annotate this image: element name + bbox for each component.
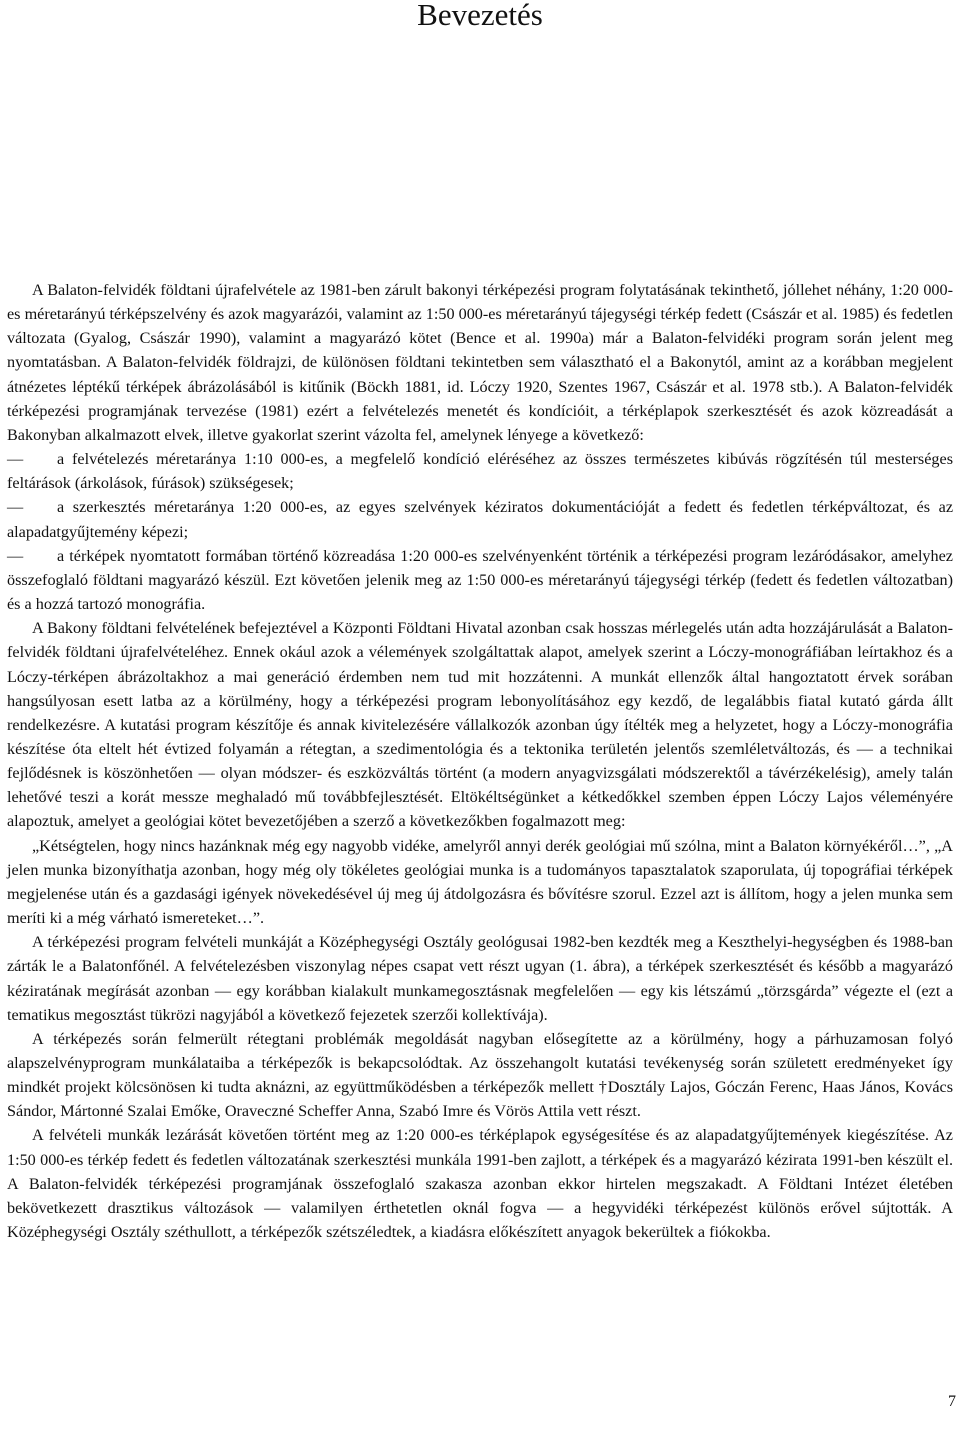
paragraph: A Balaton-felvidék földtani újrafelvétele az 1981-ben zárult bakonyi térképezési program folytatásának tekinthető, jóllehet néhány, 1:20 000-es méretarányú térképszelvény és azok magyarázói, valamint az 1:50 000-es méretarányú tájegységi térkép fedett (Császár et al. 1985) és fedetlen változata (Gyalog, Császár 1990), valamint a magyarázó kötet (Bence et al. 1990a) már a Balaton-felvidéki program során jelent meg nyomtatásban. A Balaton-felvidék földrajzi, de különösen földtani tekintetben sem választható el a Bakonytól, amint az a korábban megjelent átnézetes léptékű térképek ábrázolásából is kitűnik (Böckh 1881, id. Lóczy 1920, Szentes 1967, Császár et al. 1978 stb.). A Balaton-felvidék térképezési programjának tervezése (1981) ezért a felvételezés menetét és kondícióit, a térképlapok szerkesztését és azok közreadását a Bakonyban alkalmazott elvek, illetve gyakorlat szerint vázolta fel, amelynek lényege a következő: bbox=[7, 281, 953, 444]
dash-marker: — bbox=[7, 450, 24, 469]
list-item bbox=[7, 495, 953, 543]
paragraph: A Bakony földtani felvételének befejeztével a Központi Földtani Hivatal azonban csak hosszas mérlegelés után adta hozzájárulását a Balaton-felvidék földtani újrafelvételéhez. Ennek okául azok a vélemények szolgáltattak alapot, amelyek szerint a Lóczy-monográfiában leírtakhoz és a Lóczy-térképen ábrázoltakhoz a mai generáció érdemben nem tud mit hozzátenni. A munkát ellenzők által hangoztatott érvek sorában hangsúlyosan esett latba az a körülmény, hogy a térképezési program lebonyolításához egy kezdő, de legalábbis fiatal kutató gárda állt rendelkezésre. A kutatási program készítője és annak kivitelezésére vállalkozók azonban úgy ítélték meg a helyzetet, hogy a Lóczy-monográfia készítése óta eltelt hét évtized folyamán a rétegtan, a szedimentológia és a tektonika területén jelentős szemléletváltozás, és — a technikai fejlődésnek is köszönhetően — olyan módszer- és eszközváltás történt (a modern anyagvizsgálati módszerektől a távérzékelésig), amely talán lehetővé teszi a korát messze meghaladó mű továbbfejlesztését. Eltökéltségünket a kétkedőkkel szemben éppen Lóczy Lajos véleményére alapoztuk, amelyet a geológiai kötet bevezetőjében a szerző a következőkben fogalmazott meg: bbox=[7, 619, 953, 831]
list-item-text: a térképek nyomtatott formában történő közreadása 1:20 000-es szelvényenként történik a térképezési program lezáródásakor, amelyhez összefoglaló földtani magyarázó készül. Ezt követően jelenik meg az 1:50 000-es méretarányú tájegységi térkép (fedett és fedetlen változatban) és a hozzá tartozó monográfia. bbox=[7, 546, 953, 614]
list-item bbox=[7, 447, 953, 495]
page-number: 7 bbox=[948, 1393, 956, 1410]
list-item-text: a szerkesztés méretaránya 1:20 000-es, az egyes szelvények kéziratos dokumentációját a fedett és fedetlen térképváltozat, és az alapadatgyűjtemény képezi; bbox=[7, 498, 953, 541]
quotation-paragraph: „Kétségtelen, hogy nincs hazánknak még egy nagyobb vidéke, amelyről annyi derék geológiai mű szólna, mint a Balaton környékéről…”, „A jelen munka bizonyíthatja azonban, hogy még oly tökéletes geológiai munka is a tudományos tapasztalatok szaporulata, új topográfiai térképek megjelenése után és a gazdasági igények növekedésével új meg új átdolgozásra és bővítésre szorul. Ezzel azt is állítom, hogy a jelen munka sem meríti ki a még várható ismereteket…”. bbox=[7, 836, 953, 928]
dash-marker: — bbox=[7, 498, 24, 517]
paragraph: A térképezés során felmerült rétegtani problémák megoldását nagyban elősegítette az a körülmény, hogy a párhuzamosan folyó alapszelvényprogram munkálataiba a térképezők is bekapcsolódtak. Az összehangolt kutatási tevékenység során született eredményeket így mindkét projekt kölcsönösen ki tudta aknázni, az együttműködésben a térképezők mellett †Dosztály Lajos, Góczán Ferenc, Haas János, Kovács Sándor, Mártonné Szalai Emőke, Oraveczné Scheffer Anna, Szabó Imre és Vörös Attila vett részt. bbox=[7, 1029, 953, 1121]
body-text bbox=[7, 278, 953, 1244]
page-title: Bevezetés bbox=[417, 0, 543, 32]
list-item-text: a felvételezés méretaránya 1:10 000-es, a megfelelő kondíció eléréséhez az összes természetes kibúvás rögzítésén túl mesterséges feltárások (árkolások, fúrások) szükségesek; bbox=[7, 450, 953, 493]
paragraph: A felvételi munkák lezárását követően történt meg az 1:20 000-es térképlapok egységesítése és az alapadatgyűjtemények kiegészítése. Az 1:50 000-es térkép fedett és fedetlen változatának szerkesztési munkála 1991-ben zajlott, a térképek és a magyarázó kézirata 1991-ben készült el. A Balaton-felvidék térképezési programjának összefoglaló szakasza azonban ekkor hirtelen megszakadt. A Földtani Intézet életében bekövetkezett drasztikus változások — valamilyen érthetetlen oknál fogva — a hegyvidéki térképezést különös erővel sújtották. A Középhegységi Osztály széthullott, a térképezők szétszéledtek, a kiadásra előkészített anyagok bekerültek a fiókokba. bbox=[7, 1126, 953, 1242]
paragraph: A térképezési program felvételi munkáját a Középhegységi Osztály geológusai 1982-ben kezdték meg a Keszthelyi-hegységben és 1988-ban zárták le a Balatonfőnél. A felvételezésben viszonylag népes csapat vett részt ugyan (1. ábra), a térképek szerkesztését és később a magyarázó kéziratának megírását azonban — egy korábban kialakult munkamegosztásnak megfelelően — egy kis létszámú „törzsgárda” végezte el (ezt a tematikus megosztást tükrözi nagyjából a következő fejezetek szerzői kollektívája). bbox=[7, 933, 953, 1024]
list-item bbox=[7, 544, 953, 616]
dash-marker: — bbox=[7, 546, 24, 565]
